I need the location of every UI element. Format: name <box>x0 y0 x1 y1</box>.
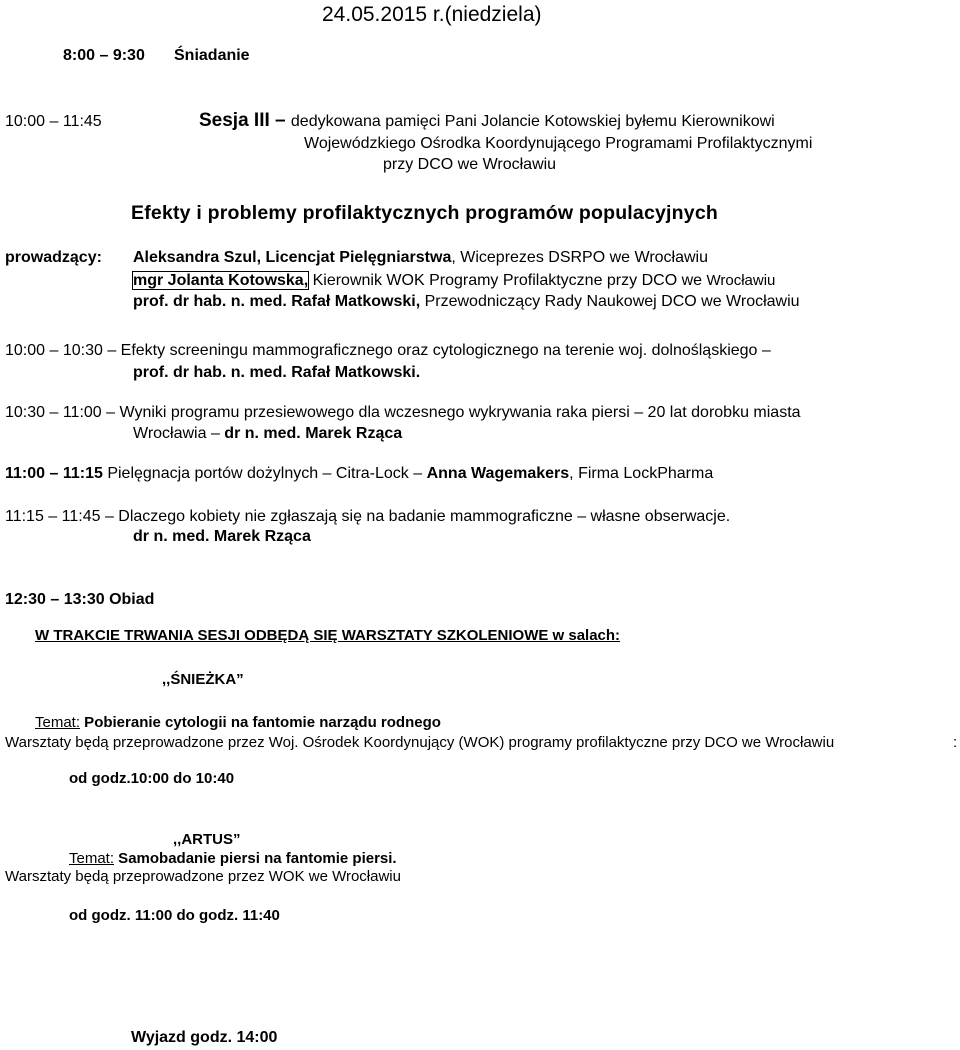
talk-2-speaker: dr n. med. Marek Rząca <box>224 425 403 442</box>
room-1-time: od godz.10:00 do 10:40 <box>69 770 235 787</box>
talk-4-time: 11:15 – 11:45 <box>5 508 101 525</box>
chair-3 <box>133 293 800 311</box>
room-2-name: ,,ARTUS” <box>173 831 241 848</box>
room-2-run-by: Warsztaty będą przeprowadzone przez WOK we Wrocławiu <box>5 868 401 885</box>
room-1-topic <box>35 714 441 731</box>
room-1-topic-label: Temat: <box>35 714 81 731</box>
talk-3 <box>5 465 713 483</box>
session-topic: Efekty i problemy profilaktycznych programów populacyjnych <box>131 202 718 224</box>
room-1-run-by: Warsztaty będą przeprowadzone przez Woj. Ośrodek Koordynujący (WOK) programy profilaktyczne przy DCO we Wrocławiu <box>5 734 835 751</box>
session-dedication-1: dedykowana pamięci Pani Jolancie Kotowskiej byłemu Kierownikowi <box>290 113 775 130</box>
lunch: 12:30 – 13:30 Obiad <box>5 591 155 608</box>
talk-2-line2 <box>133 425 402 443</box>
talk-3-affil: , Firma LockPharma <box>569 465 714 482</box>
talk-4 <box>5 508 730 526</box>
chair-2-city: Wrocławiu <box>706 272 776 289</box>
session-dedication-3: przy DCO we Wrocławiu <box>383 156 557 173</box>
breakfast-label: Śniadanie <box>174 47 250 64</box>
room-2-topic-label: Temat: <box>69 850 115 867</box>
chair-1 <box>133 249 708 267</box>
chair-2-name: mgr Jolanta Kotowska, <box>133 272 309 289</box>
chair-1-role: , Wiceprezes DSRPO we Wrocławiu <box>451 249 708 266</box>
workshops-heading: W TRAKCIE TRWANIA SESJI ODBĘDĄ SIĘ WARSZTATY SZKOLENIOWE w salach: <box>35 627 621 644</box>
talk-1-title: – Efekty screeningu mammograficznego oraz cytologicznego na terenie woj. dolnośląskiego – <box>102 342 771 359</box>
talk-2-title: – Wyniki programu przesiewowego dla wczesnego wykrywania raka piersi – 20 lat dorobku miasta <box>101 404 801 421</box>
breakfast-time: 8:00 – 9:30 <box>63 47 145 64</box>
session-name: Sesja III <box>199 110 270 131</box>
talk-2-time: 10:30 – 11:00 <box>5 404 102 421</box>
chairs-label: prowadzący: <box>5 249 102 266</box>
session-header-line <box>199 110 775 132</box>
talk-4-speaker: dr n. med. Marek Rząca <box>133 528 311 545</box>
talk-1-speaker: prof. dr hab. n. med. Rafał Matkowski. <box>133 364 421 381</box>
talk-1 <box>5 342 771 360</box>
date-title: 24.05.2015 r.(niedziela) <box>322 3 542 26</box>
talk-3-title: Pielęgnacja portów dożylnych – Citra-Lock – <box>102 465 427 482</box>
talk-3-speaker: Anna Wagemakers <box>426 465 570 482</box>
room-2-topic <box>69 850 397 867</box>
chair-3-role: Przewodniczący Rady Naukowej DCO we Wrocławiu <box>420 293 800 310</box>
chair-2-role: Kierownik WOK Programy Profilaktyczne przy DCO we <box>308 272 707 289</box>
session-time: 10:00 – 11:45 <box>5 113 102 130</box>
chair-3-name: prof. dr hab. n. med. Rafał Matkowski, <box>133 293 421 310</box>
room-1-topic-text: Pobieranie cytologii na fantomie narządu rodnego <box>80 714 441 731</box>
talk-3-time: 11:00 – 11:15 <box>5 465 103 482</box>
room-1-name: ,,ŚNIEŻKA” <box>162 671 244 688</box>
talk-4-title: – Dlaczego kobiety nie zgłaszają się na badanie mammograficzne – własne obserwacje. <box>100 508 731 525</box>
session-dash: – <box>269 110 291 131</box>
talk-1-time: 10:00 – 10:30 <box>5 342 103 359</box>
talk-2-title2: Wrocławia – <box>133 425 225 442</box>
room-2-topic-text: Samobadanie piersi na fantomie piersi. <box>114 850 397 867</box>
talk-2 <box>5 404 801 422</box>
room-2-time: od godz. 11:00 do godz. 11:40 <box>69 907 280 924</box>
room-1-trailing: : <box>953 734 958 751</box>
chair-2 <box>133 272 775 290</box>
departure: Wyjazd godz. 14:00 <box>131 1029 278 1046</box>
chair-1-name: Aleksandra Szul, Licencjat Pielęgniarstwa <box>133 249 452 266</box>
session-dedication-2: Wojewódzkiego Ośrodka Koordynującego Programami Profilaktycznymi <box>304 135 813 152</box>
